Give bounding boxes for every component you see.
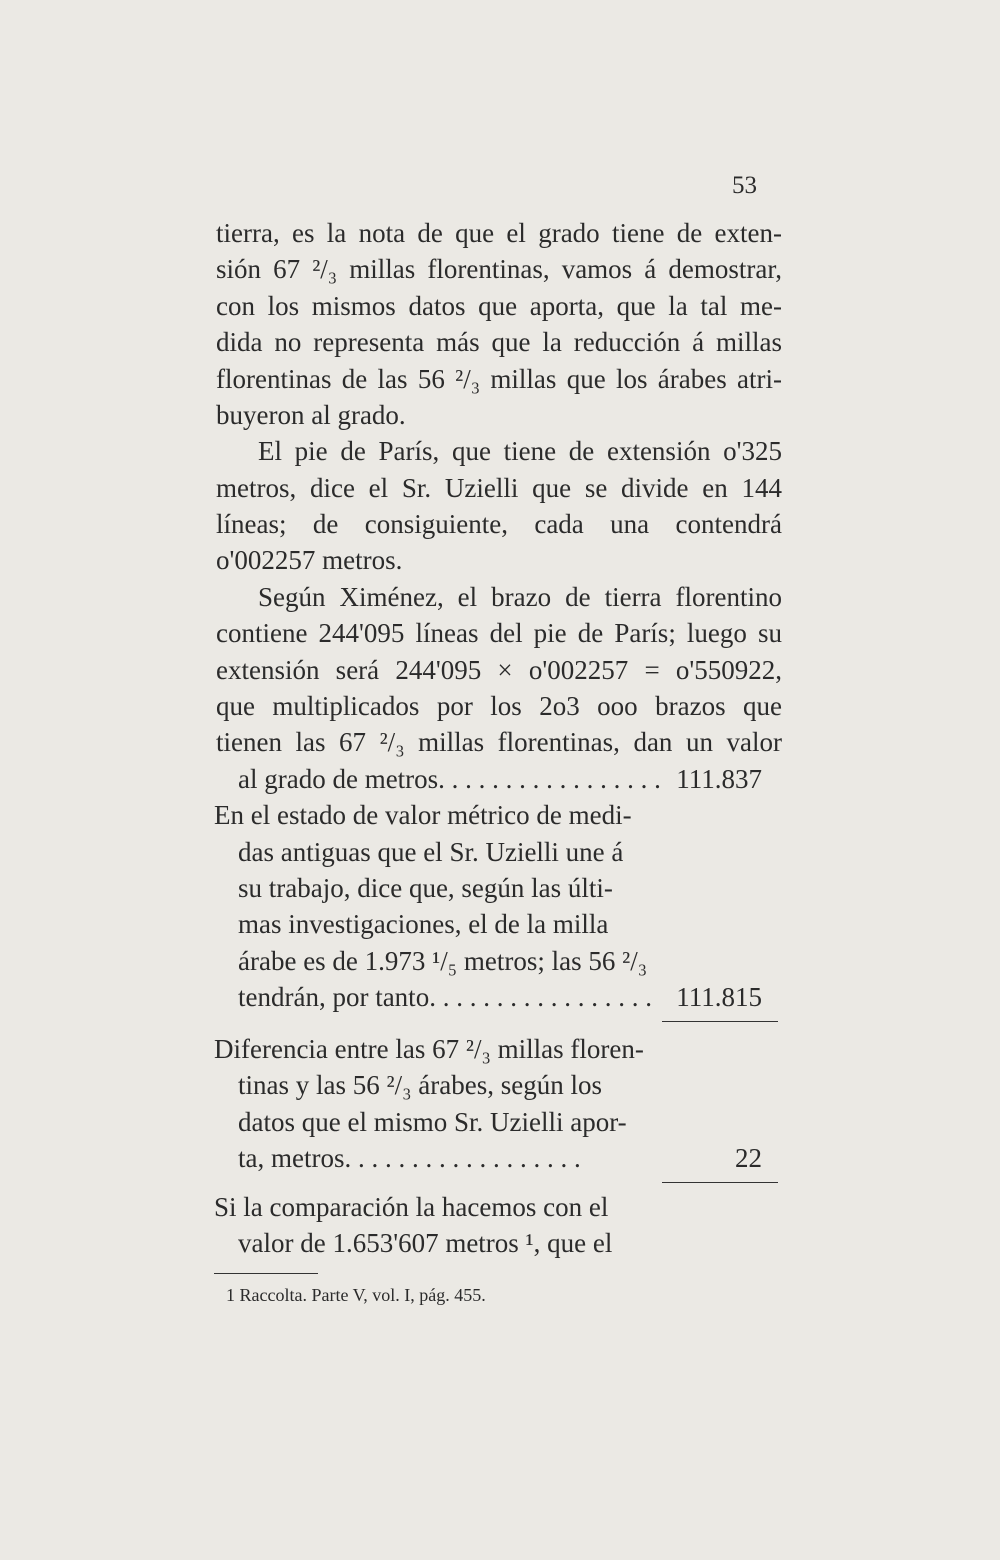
body-line: extensión será 244'095 × o'002257 = o'550922,: [216, 655, 782, 685]
body-line: dida no representa más que la reducción á millas: [216, 327, 782, 357]
entry-line: datos que el mismo Sr. Uzielli apor-: [238, 1107, 627, 1137]
body-line: contiene 244'095 líneas del pie de París; luego su: [216, 618, 782, 648]
entry-line: En el estado de valor métrico de medi-: [214, 800, 632, 830]
body-line: tienen las 67 ²/₃ millas florentinas, dan un valor: [216, 727, 782, 757]
body-line: El pie de París, que tiene de extensión o'325: [258, 436, 782, 466]
footnote: 1 Raccolta. Parte V, vol. I, pág. 455.: [226, 1285, 486, 1305]
entry-line: tendrán, por tanto. . . . . . . . . . . . . . . . .: [238, 982, 652, 1012]
body-line: Según Ximénez, el brazo de tierra florentino: [258, 582, 782, 612]
body-line: florentinas de las 56 ²/₃ millas que los árabes atri-: [216, 364, 782, 394]
entry-line: Si la comparación la hacemos con el: [214, 1192, 609, 1222]
body-line: sión 67 ²/₃ millas florentinas, vamos á demostrar,: [216, 254, 782, 284]
entry-line: tinas y las 56 ²/₃ árabes, según los: [238, 1070, 602, 1100]
body-line: tierra, es la nota de que el grado tiene de exten-: [216, 218, 782, 248]
footnote-rule: [214, 1273, 318, 1274]
entry-value: 22: [735, 1143, 762, 1173]
body-line: o'002257 metros.: [216, 545, 403, 575]
entry-line: ta, metros. . . . . . . . . . . . . . . . . .: [238, 1143, 581, 1173]
entry-line: su trabajo, dice que, según las últi-: [238, 873, 613, 903]
sum-rule: [662, 1021, 778, 1022]
entry-value: 111.815: [676, 982, 762, 1012]
body-line: con los mismos datos que aporta, que la tal me-: [216, 291, 782, 321]
entry-line: Diferencia entre las 67 ²/₃ millas floren-: [214, 1034, 644, 1064]
entry-line: das antiguas que el Sr. Uzielli une á: [238, 837, 624, 867]
entry-line: al grado de metros. . . . . . . . . . . . . . . . .: [238, 764, 661, 794]
entry-value: 111.837: [676, 764, 762, 794]
sum-rule: [662, 1182, 778, 1183]
body-line: metros, dice el Sr. Uzielli que se divide en 144: [216, 473, 782, 503]
entry-line: valor de 1.653'607 metros ¹, que el: [238, 1228, 613, 1258]
entry-line: mas investigaciones, el de la milla: [238, 909, 609, 939]
page-number: 53: [732, 172, 757, 199]
body-line: que multiplicados por los 2o3 ooo brazos que: [216, 691, 782, 721]
body-line: buyeron al grado.: [216, 400, 406, 430]
body-line: líneas; de consiguiente, cada una contendrá: [216, 509, 782, 539]
entry-line: árabe es de 1.973 ¹/₅ metros; las 56 ²/₃: [238, 946, 648, 976]
